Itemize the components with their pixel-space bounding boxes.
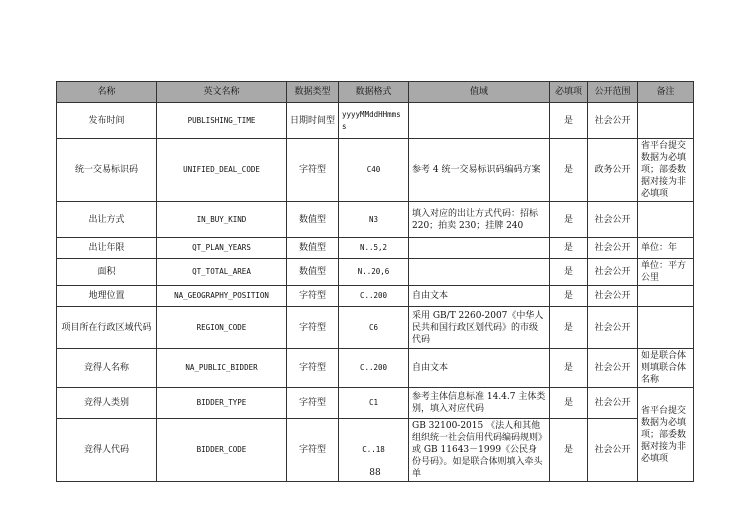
table-row bbox=[57, 103, 694, 139]
header-value-domain: 值域 bbox=[409, 82, 550, 103]
table-row bbox=[57, 307, 694, 349]
cell-data-format: C..200 bbox=[339, 349, 409, 388]
cell-english-name: REGION_CODE bbox=[157, 307, 287, 349]
cell-value-domain: 采用 GB/T 2260-2007《中华人民共和国行政区划代码》的市级代码 bbox=[409, 307, 550, 349]
cell-name: 地理位置 bbox=[57, 286, 157, 307]
cell-name: 统一交易标识码 bbox=[57, 139, 157, 202]
cell-value-domain bbox=[409, 259, 550, 286]
cell-required: 是 bbox=[550, 202, 588, 238]
cell-name: 竞得人类别 bbox=[57, 388, 157, 419]
cell-english-name: PUBLISHING_TIME bbox=[157, 103, 287, 139]
cell-remarks: 省平台提交数据为必填项；部委数据对接为非必填项 bbox=[638, 388, 694, 482]
header-data-format: 数据格式 bbox=[339, 82, 409, 103]
table-header-row bbox=[57, 82, 694, 103]
cell-data-type: 日期时间型 bbox=[287, 103, 339, 139]
cell-data-type: 字符型 bbox=[287, 286, 339, 307]
cell-remarks bbox=[638, 307, 694, 349]
cell-value-domain bbox=[409, 103, 550, 139]
cell-english-name: NA_PUBLIC_BIDDER bbox=[157, 349, 287, 388]
cell-remarks bbox=[638, 286, 694, 307]
table-row bbox=[57, 388, 694, 419]
cell-required: 是 bbox=[550, 103, 588, 139]
cell-required: 是 bbox=[550, 419, 588, 482]
cell-remarks: 如是联合体则填联合体名称 bbox=[638, 349, 694, 388]
cell-disclosure-scope: 社会公开 bbox=[588, 238, 638, 259]
cell-english-name: QT_TOTAL_AREA bbox=[157, 259, 287, 286]
cell-data-format: C6 bbox=[339, 307, 409, 349]
cell-data-type: 字符型 bbox=[287, 419, 339, 482]
cell-english-name: BIDDER_TYPE bbox=[157, 388, 287, 419]
cell-value-domain: 参考 4 统一交易标识码编码方案 bbox=[409, 139, 550, 202]
cell-disclosure-scope: 社会公开 bbox=[588, 307, 638, 349]
cell-data-type: 字符型 bbox=[287, 349, 339, 388]
cell-name: 项目所在行政区域代码 bbox=[57, 307, 157, 349]
cell-remarks: 单位：平方公里 bbox=[638, 259, 694, 286]
header-disclosure-scope: 公开范围 bbox=[588, 82, 638, 103]
cell-remarks: 单位：年 bbox=[638, 238, 694, 259]
cell-data-format: C40 bbox=[339, 139, 409, 202]
cell-remarks bbox=[638, 103, 694, 139]
cell-name: 出让方式 bbox=[57, 202, 157, 238]
cell-value-domain: 填入对应的出让方式代码：招标 220；拍卖 230；挂牌 240 bbox=[409, 202, 550, 238]
cell-english-name: BIDDER_CODE bbox=[157, 419, 287, 482]
cell-disclosure-scope: 社会公开 bbox=[588, 103, 638, 139]
cell-data-type: 字符型 bbox=[287, 388, 339, 419]
table-row bbox=[57, 202, 694, 238]
data-spec-table bbox=[56, 81, 694, 482]
header-data-type: 数据类型 bbox=[287, 82, 339, 103]
cell-english-name: IN_BUY_KIND bbox=[157, 202, 287, 238]
cell-disclosure-scope: 社会公开 bbox=[588, 349, 638, 388]
cell-required: 是 bbox=[550, 307, 588, 349]
cell-required: 是 bbox=[550, 139, 588, 202]
cell-remarks bbox=[638, 202, 694, 238]
cell-data-format: yyyyMMddHHmmss bbox=[339, 103, 409, 139]
cell-required: 是 bbox=[550, 238, 588, 259]
cell-remarks: 省平台提交数据为必填项；部委数据对接为非必填项 bbox=[638, 139, 694, 202]
cell-data-type: 数值型 bbox=[287, 238, 339, 259]
header-name: 名称 bbox=[57, 82, 157, 103]
cell-disclosure-scope: 社会公开 bbox=[588, 202, 638, 238]
cell-value-domain bbox=[409, 238, 550, 259]
cell-value-domain: GB 32100-2015 《法人和其他组织统一社会信用代码编码规则》或 GB 11643－1999《公民身份号码》。如是联合体则填入牵头单 bbox=[409, 419, 550, 482]
cell-english-name: QT_PLAN_YEARS bbox=[157, 238, 287, 259]
cell-data-format: N..20,6 bbox=[339, 259, 409, 286]
cell-value-domain: 自由文本 bbox=[409, 286, 550, 307]
header-english-name: 英文名称 bbox=[157, 82, 287, 103]
cell-name: 竞得人代码 bbox=[57, 419, 157, 482]
cell-required: 是 bbox=[550, 286, 588, 307]
cell-name: 竞得人名称 bbox=[57, 349, 157, 388]
cell-name: 发布时间 bbox=[57, 103, 157, 139]
cell-disclosure-scope: 政务公开 bbox=[588, 139, 638, 202]
cell-disclosure-scope: 社会公开 bbox=[588, 259, 638, 286]
cell-required: 是 bbox=[550, 349, 588, 388]
cell-data-type: 数值型 bbox=[287, 259, 339, 286]
cell-data-format: C..18 bbox=[339, 419, 409, 482]
cell-name: 面积 bbox=[57, 259, 157, 286]
cell-english-name: NA_GEOGRAPHY_POSITION bbox=[157, 286, 287, 307]
cell-required: 是 bbox=[550, 259, 588, 286]
table-row bbox=[57, 259, 694, 286]
cell-data-type: 字符型 bbox=[287, 307, 339, 349]
cell-required: 是 bbox=[550, 388, 588, 419]
table-row bbox=[57, 349, 694, 388]
cell-disclosure-scope: 社会公开 bbox=[588, 286, 638, 307]
cell-disclosure-scope: 社会公开 bbox=[588, 419, 638, 482]
header-remarks: 备注 bbox=[638, 82, 694, 103]
page-number: 88 bbox=[369, 468, 381, 478]
table-row bbox=[57, 286, 694, 307]
cell-data-format: N..5,2 bbox=[339, 238, 409, 259]
table-row bbox=[57, 139, 694, 202]
cell-value-domain: 参考主体信息标准 14.4.7 主体类别，填入对应代码 bbox=[409, 388, 550, 419]
cell-data-type: 数值型 bbox=[287, 202, 339, 238]
cell-value-domain: 自由文本 bbox=[409, 349, 550, 388]
cell-english-name: UNIFIED_DEAL_CODE bbox=[157, 139, 287, 202]
cell-data-format: C1 bbox=[339, 388, 409, 419]
cell-name: 出让年限 bbox=[57, 238, 157, 259]
cell-data-type: 字符型 bbox=[287, 139, 339, 202]
header-required: 必填项 bbox=[550, 82, 588, 103]
cell-disclosure-scope: 社会公开 bbox=[588, 388, 638, 419]
cell-data-format: C..200 bbox=[339, 286, 409, 307]
table-row bbox=[57, 238, 694, 259]
cell-data-format: N3 bbox=[339, 202, 409, 238]
